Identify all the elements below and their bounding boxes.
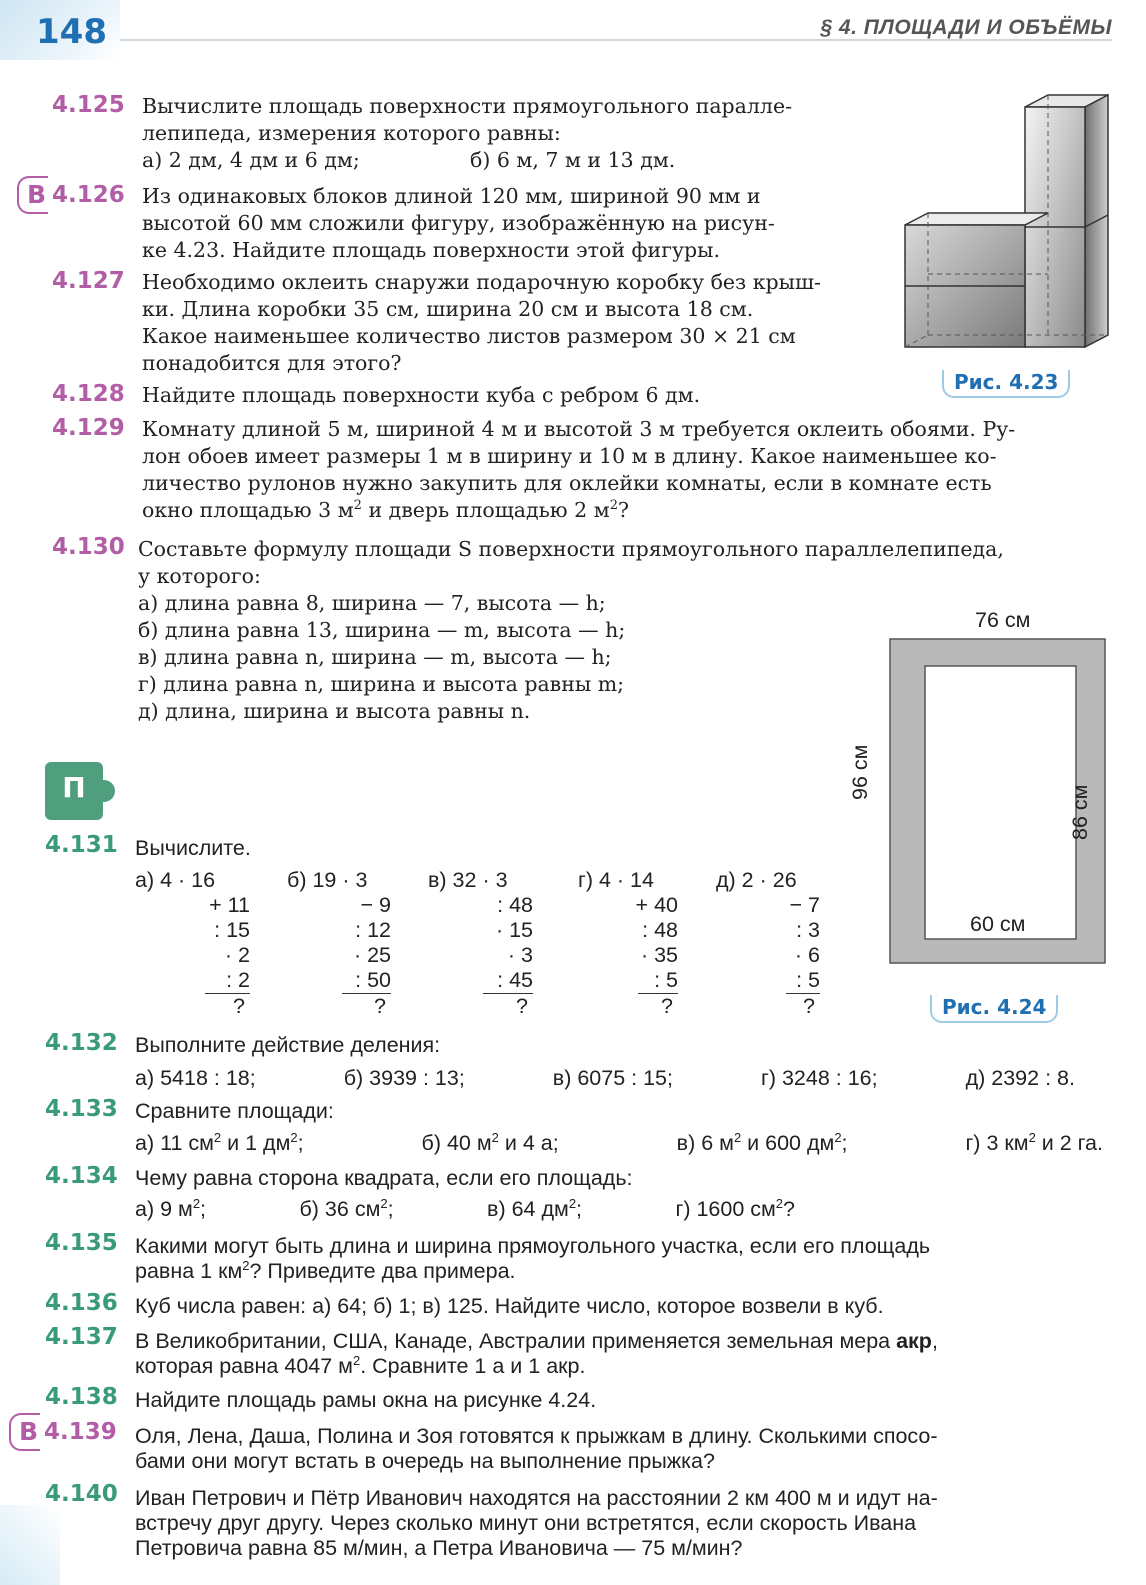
- task-4-126-text: Из одинаковых блоков длиной 120 мм, шириной 90 мм и высотой 60 мм сложили фигуру, изображённую на рисун- ке 4.23. Найдите площадь поверхности этой фигуры.: [142, 184, 775, 262]
- fig-4-24-right-label: 86 см: [1068, 784, 1092, 840]
- task-4-137-text: В Великобритании, США, Канаде, Австралии применяется земельная мера акр, которая равна 4047 $м^2$. Сравните 1 а и 1 акр.: [135, 1329, 938, 1378]
- fig-4-24-bottom-label: 60 см: [970, 912, 1026, 936]
- task-number: 4.137: [45, 1324, 118, 1350]
- task-4-138-text: Найдите площадь рамы окна на рисунке 4.24.: [135, 1388, 597, 1412]
- fig-4-24-top-label: 76 см: [975, 608, 1031, 632]
- block-low-top: [905, 213, 1048, 225]
- chain-b: б) 19 · 3 − 9 : 12 · 25 : 50 ?: [287, 868, 391, 1018]
- task-number: 4.139: [44, 1419, 117, 1445]
- figure-4-24-caption: Рис. 4.24: [930, 995, 1058, 1023]
- task-4-132-items: а) 5418 : 18; б) 3939 : 13; в) 6075 : 15; г) 3248 : 16; д) 2392 : 8.: [135, 1066, 1075, 1090]
- task-4-125-text: Вычислите площадь поверхности прямоугольного паралле- лепипеда, измерения которого равны: а) 2 дм, 4 дм и 6 дм; б) 6 м, 7 м и 13 дм.: [142, 94, 793, 172]
- section-title: § 4. ПЛОЩАДИ И ОБЪЁМЫ: [820, 16, 1112, 39]
- task-4-131-title: Вычислите.: [135, 836, 251, 860]
- frame-inner: [925, 666, 1076, 939]
- task-4-136-text: Куб числа равен: а) 64; б) 1; в) 125. Найдите число, которое возвели в куб.: [135, 1294, 884, 1318]
- task-number: 4.136: [45, 1290, 118, 1316]
- chain-d: г) 4 · 14 + 40 : 48 · 35 : 5 ?: [578, 868, 678, 1018]
- task-number: 4.125: [52, 92, 125, 118]
- page-number: 148: [36, 12, 107, 52]
- task-4-140-text: Иван Петрович и Пётр Иванович находятся на расстоянии 2 км 400 м и идут на- встречу друг другу. Через сколько минут они встретятся, если скорость Ивана Петровича равна 85 м/мин, а Петра Ивановича — 75 м/мин?: [135, 1486, 938, 1560]
- chain-a: а) 4 · 16 + 11 : 15 · 2 : 2 ?: [135, 868, 250, 1018]
- task-4-134-text: Чему равна сторона квадрата, если его площадь:: [135, 1166, 633, 1190]
- task-4-133-items: а) 11 $см^2$ и 1 $дм^2$; б) 40 $м^2$ и 4 а; в) 6 $м^2$ и 600 $дм^2$; г) 3 $км^2$ и 2 га.: [135, 1129, 1103, 1155]
- task-number: 4.134: [45, 1163, 118, 1189]
- task-4-134-items: а) 9 $м^2$; б) 36 $см^2$; в) 64 $дм^2$; г) 1600 $см^2$?: [135, 1195, 795, 1221]
- task-number: 4.138: [45, 1384, 118, 1410]
- figure-4-23-blocks: [900, 90, 1115, 355]
- task-number: 4.131: [45, 832, 118, 858]
- task-4-132-text: Выполните действие деления:: [135, 1033, 441, 1057]
- task-number: 4.133: [45, 1096, 118, 1122]
- task-number: 4.135: [45, 1230, 118, 1256]
- task-number: 4.132: [45, 1030, 118, 1056]
- task-number: 4.126: [52, 182, 125, 208]
- page-corner-decoration-bottom: [0, 1505, 60, 1585]
- task-number: 4.127: [52, 268, 125, 294]
- task-4-129-text: Комнату длиной 5 м, шириной 4 м и высотой 3 м требуется оклеить обоями. Ру- лон обоев имеет размеры 1 м в ширину и 10 м в длину. Какое наименьшее ко- личество рулонов нужно закупить для оклейки комнаты, если в комнате есть окно площадью 3 $м^2$ и дверь площадью 2 $м^2$?: [142, 417, 1016, 522]
- task-4-128-text: Найдите площадь поверхности куба с ребром 6 дм.: [142, 383, 701, 407]
- figure-4-23-caption: Рис. 4.23: [942, 370, 1070, 398]
- task-number: 4.130: [52, 534, 125, 560]
- marker-v-icon: В: [9, 1413, 40, 1451]
- task-number: 4.140: [45, 1481, 118, 1507]
- task-4-127-text: Необходимо оклеить снаружи подарочную коробку без крыш- ки. Длина коробки 35 см, ширина 20 см и высота 18 см. Какое наименьшее количество листов размером 30 × 21 см понадобится для этого?: [142, 270, 821, 375]
- task-number: 4.129: [52, 415, 125, 441]
- chain-c: в) 32 · 3 : 48 · 15 · 3 : 45 ?: [428, 868, 533, 1018]
- task-4-139-text: Оля, Лена, Даша, Полина и Зоя готовятся к прыжкам в длину. Сколькими спосо- бами они могут встать в очередь на выполнение прыжка?: [135, 1424, 938, 1473]
- fig-4-24-left-label: 96 см: [848, 744, 872, 800]
- task-4-135-text: Какими могут быть длина и ширина прямоугольного участка, если его площадь равна 1 $км^2$? Приведите два примера.: [135, 1234, 931, 1283]
- puzzle-icon: П: [45, 762, 103, 820]
- task-number: 4.128: [52, 381, 125, 407]
- marker-v-icon: В: [17, 176, 48, 214]
- task-4-130-text: Составьте формулу площади S поверхности прямоугольного параллелепипеда, у которого: а) длина равна 8, ширина — 7, высота — h; б) длина равна 13, ширина — m, высота — h; в) длина равна n, ширина — m, высота — h; г) длина равна n, ширина и высота равны m; д) длина, ширина и высота равны n.: [138, 537, 1004, 723]
- chain-e: д) 2 · 26 − 7 : 3 · 6 : 5 ?: [716, 868, 820, 1018]
- task-4-133-text: Сравните площади:: [135, 1099, 334, 1123]
